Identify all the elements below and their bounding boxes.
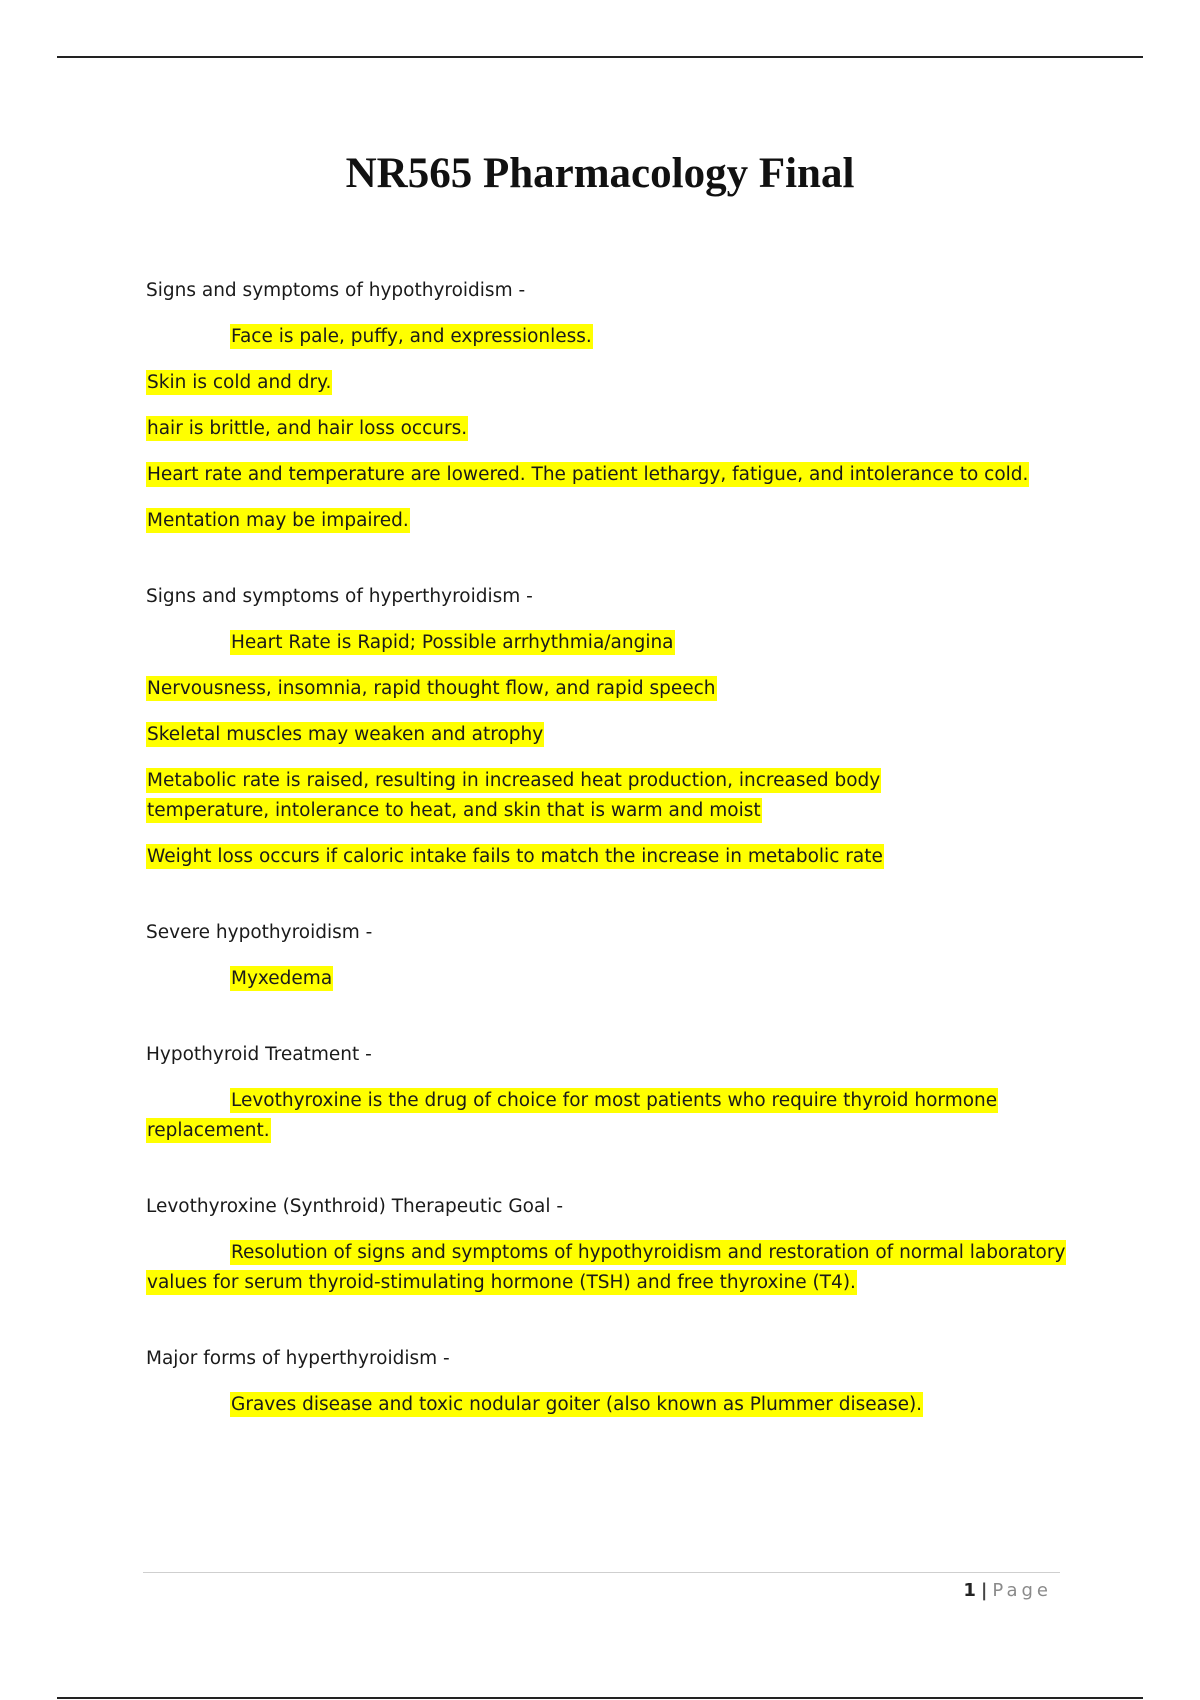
highlighted-line [146, 964, 1066, 994]
highlighted-line [146, 842, 1066, 872]
highlighted-line [146, 628, 1066, 658]
section-hypothyroid-treatment [146, 1040, 1066, 1146]
highlight-text: Metabolic rate is raised, resulting in increased heat production, increased body temperature, intolerance to heat, and skin that is warm and moist [147, 770, 881, 821]
section-label: Signs and symptoms of hyperthyroidism - [146, 586, 533, 607]
highlight-text: Levothyroxine is the drug of choice for most patients who require thyroid hormone replacement. [147, 1090, 998, 1141]
highlight-text: Weight loss occurs if caloric intake fails to match the increase in metabolic rate [147, 846, 883, 867]
section-hyperthyroidism-symptoms [146, 582, 1066, 872]
highlighted-line [146, 322, 1066, 352]
highlighted-line [146, 1390, 1066, 1420]
highlight-text: Face is pale, puffy, and expressionless. [231, 326, 592, 347]
section-severe-hypothyroidism [146, 918, 1066, 994]
highlighted-line [146, 766, 1066, 826]
section-hyperthyroidism-forms [146, 1344, 1066, 1420]
section-label: Major forms of hyperthyroidism - [146, 1348, 450, 1369]
highlight-text: Skin is cold and dry. [147, 372, 332, 393]
highlighted-line [146, 1086, 1066, 1146]
section-levothyroxine-goal [146, 1192, 1066, 1298]
page-separator: | [980, 1580, 988, 1601]
highlight-text: Heart rate and temperature are lowered. The patient lethargy, fatigue, and intolerance to cold. [147, 464, 1029, 485]
highlight-text: Mentation may be impaired. [147, 510, 409, 531]
document-title: NR565 Pharmacology Final [345, 150, 855, 197]
highlight-text: Nervousness, insomnia, rapid thought flow, and rapid speech [147, 678, 716, 699]
highlight-text: hair is brittle, and hair loss occurs. [147, 418, 468, 439]
highlight-text: Heart Rate is Rapid; Possible arrhythmia/angina [231, 632, 674, 653]
highlight-text: Resolution of signs and symptoms of hypothyroidism and restoration of normal laboratory values for serum thyroid-stimulating hormone (TSH) and free thyroxine (T4). [147, 1242, 1066, 1293]
highlighted-line [146, 460, 1066, 490]
section-label: Levothyroxine (Synthroid) Therapeutic Goal - [146, 1196, 564, 1217]
page-label: Page [992, 1580, 1052, 1601]
page-number: 1 [963, 1580, 976, 1601]
highlighted-line [146, 674, 1066, 704]
document-body [146, 276, 1066, 1466]
section-label: Hypothyroid Treatment - [146, 1044, 372, 1065]
page-top-rule [57, 56, 1143, 58]
footer-rule [143, 1572, 1060, 1573]
section-hypothyroidism-symptoms [146, 276, 1066, 536]
highlight-text: Graves disease and toxic nodular goiter (also known as Plummer disease). [231, 1394, 923, 1415]
highlighted-line [146, 1238, 1066, 1298]
section-label: Signs and symptoms of hypothyroidism - [146, 280, 526, 301]
section-label: Severe hypothyroidism - [146, 922, 373, 943]
highlighted-line [146, 720, 1066, 750]
highlight-text: Skeletal muscles may weaken and atrophy [147, 724, 544, 745]
page-bottom-rule [57, 1697, 1143, 1699]
highlighted-line [146, 414, 1066, 444]
highlighted-line [146, 368, 1066, 398]
highlight-text: Myxedema [231, 968, 333, 989]
highlighted-line [146, 506, 1066, 536]
page-footer [963, 1578, 1052, 1604]
